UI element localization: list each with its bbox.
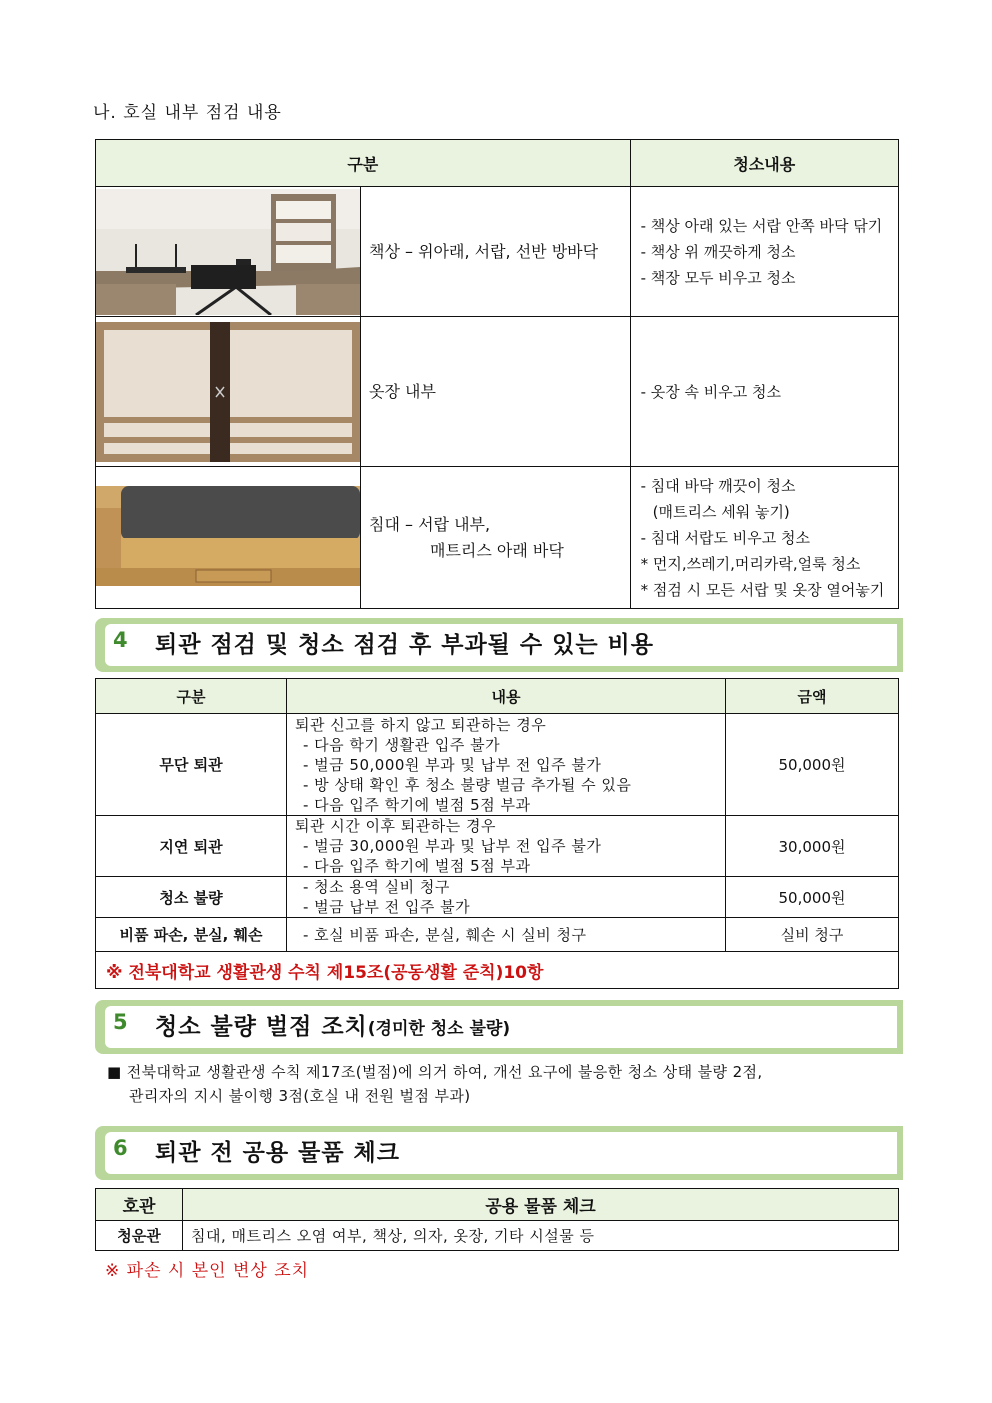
- section-number: 5: [113, 1010, 128, 1034]
- row-category: 비품 파손, 분실, 훼손: [96, 918, 287, 952]
- section-title: [155, 1008, 510, 1041]
- section-title: 퇴관 점검 및 청소 점검 후 부과될 수 있는 비용: [155, 632, 654, 658]
- paragraph-line: 관리자의 지시 불이행 3점(호실 내 전원 벌점 부과): [129, 1087, 471, 1105]
- col-header-cleaning: 청소내용: [630, 140, 898, 187]
- row-category: 무단 퇴관: [96, 714, 287, 816]
- row-amount: 50,000원: [726, 877, 899, 918]
- content-line: - 벌금 납부 전 입주 불가: [303, 898, 471, 916]
- section-4-header: [95, 618, 903, 672]
- content-line: - 호실 비품 파손, 분실, 훼손 시 실비 청구: [303, 925, 587, 944]
- penalty-paragraph: [107, 1060, 897, 1108]
- section-5-header: [95, 1000, 903, 1054]
- col-header-category: 구분: [96, 140, 631, 187]
- col-header-items: 공용 물품 체크: [183, 1189, 899, 1221]
- desk-photo: [96, 189, 360, 315]
- clean-line: - 옷장 속 비우고 청소: [640, 382, 782, 401]
- col-header-category: 구분: [96, 679, 287, 714]
- clean-line: - 책상 위 깨끗하게 청소: [640, 243, 796, 261]
- row-content: [287, 816, 726, 877]
- row-amount: 30,000원: [726, 816, 899, 877]
- content-line: - 벌금 30,000원 부과 및 납부 전 입주 불가: [303, 837, 602, 855]
- content-line: - 다음 입주 학기에 벌점 5점 부과: [303, 857, 531, 875]
- row-category: 지연 퇴관: [96, 816, 287, 877]
- content-line: - 청소 용역 실비 청구: [303, 878, 450, 896]
- col-header-hall: 호관: [96, 1189, 183, 1221]
- section-title: 퇴관 전 공용 물품 체크: [155, 1140, 400, 1166]
- damage-warning: ※ 파손 시 본인 변상 조치: [105, 1261, 310, 1281]
- col-header-content: 내용: [287, 679, 726, 714]
- row-category: 청소 불량: [96, 877, 287, 918]
- check-items: 침대, 매트리스 오염 여부, 책상, 의자, 옷장, 기타 시설물 등: [183, 1221, 899, 1251]
- section-number: 4: [113, 628, 128, 652]
- row-amount: 50,000원: [726, 714, 899, 816]
- table-row: [96, 877, 899, 918]
- row-content: [287, 877, 726, 918]
- clean-line: * 점검 시 모든 서랍 및 옷장 열어놓기: [640, 580, 885, 599]
- content-line: - 벌금 50,000원 부과 및 납부 전 입주 불가: [303, 755, 602, 774]
- clean-line: * 먼지,쓰레기,머리카락,얼룩 청소: [640, 554, 861, 573]
- section-number: 6: [113, 1136, 128, 1160]
- col-header-amount: 금액: [726, 679, 899, 714]
- closet-cleaning: [630, 317, 898, 467]
- closet-item: 옷장 내부: [361, 317, 631, 467]
- bed-item-line2: 매트리스 아래 바닥: [430, 540, 564, 560]
- row-amount: 실비 청구: [726, 918, 899, 952]
- section-title-na: 나. 호실 내부 점검 내용: [93, 103, 282, 123]
- clean-line: - 침대 바닥 깨끗이 청소: [640, 476, 796, 495]
- content-line: - 방 상태 확인 후 청소 불량 벌금 추가될 수 있음: [303, 775, 632, 794]
- clean-line: - 책장 모두 비우고 청소: [640, 269, 796, 287]
- bed-item-line1: 침대 – 서랍 내부,: [369, 514, 491, 534]
- bed-item: [361, 467, 631, 609]
- row-content: [287, 714, 726, 816]
- closet-photo: [96, 322, 360, 462]
- table-row: [96, 816, 899, 877]
- content-line: 퇴관 신고를 하지 않고 퇴관하는 경우: [295, 715, 547, 734]
- content-line: - 다음 학기 생활관 입주 불가: [303, 735, 501, 754]
- section-title-sub: (경미한 청소 불량): [367, 1019, 511, 1039]
- table-row: [96, 918, 899, 952]
- clean-line: (매트리스 세워 놓기): [652, 502, 790, 521]
- row-content: [287, 918, 726, 952]
- desk-cleaning: [630, 187, 898, 317]
- clean-line: - 책상 아래 있는 서랍 안쪽 바닥 닦기: [640, 217, 883, 235]
- regulation-note: ※ 전북대학교 생활관생 수칙 제15조(공동생활 준칙)10항: [96, 952, 899, 989]
- fee-table: [95, 678, 899, 989]
- desk-item: 책상 – 위아래, 서랍, 선반 방바닥: [361, 187, 631, 317]
- content-line: - 다음 입주 학기에 벌점 5점 부과: [303, 795, 531, 814]
- bed-cleaning: [630, 467, 898, 609]
- room-inspection-table: [95, 139, 899, 609]
- bed-photo: [96, 468, 360, 608]
- section-title-main: 청소 불량 벌점 조치: [155, 1014, 368, 1040]
- paragraph-line: ■ 전북대학교 생활관생 수칙 제17조(벌점)에 의거 하여, 개선 요구에 불응한 청소 상태 불량 2점,: [107, 1063, 763, 1081]
- table-row: [96, 714, 899, 816]
- section-6-header: [95, 1126, 903, 1180]
- shared-items-table: [95, 1188, 899, 1251]
- content-line: 퇴관 시간 이후 퇴관하는 경우: [295, 817, 496, 835]
- clean-line: - 침대 서랍도 비우고 청소: [640, 528, 811, 547]
- hall-name: 청운관: [96, 1221, 183, 1251]
